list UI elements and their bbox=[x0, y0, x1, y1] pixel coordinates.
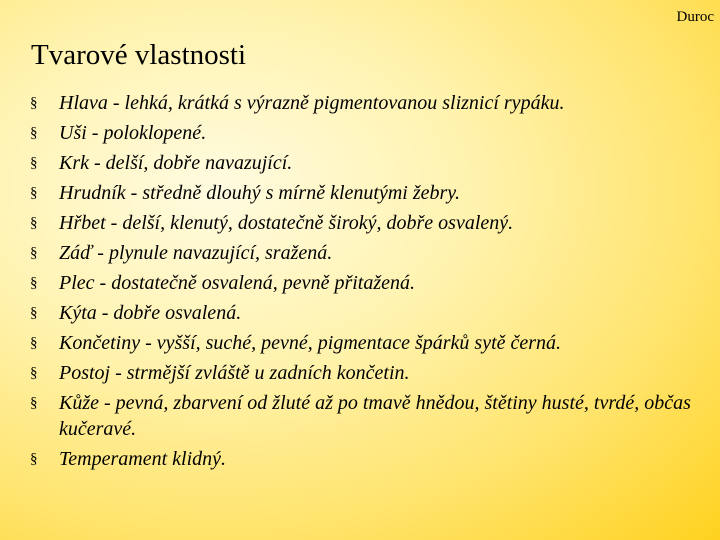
list-item bbox=[30, 270, 700, 296]
list-item-text: Kýta - dobře osvalená. bbox=[59, 302, 242, 324]
list-item-text: Hrudník - středně dlouhý s mírně klenutými žebry. bbox=[59, 182, 461, 204]
bullet-list bbox=[30, 90, 700, 476]
list-item bbox=[30, 360, 700, 386]
bullet-marker-icon: § bbox=[30, 335, 38, 351]
bullet-marker-icon: § bbox=[30, 365, 38, 381]
list-item-text: Končetiny - vyšší, suché, pevné, pigmentace špárků sytě černá. bbox=[59, 332, 562, 354]
bullet-marker-icon: § bbox=[30, 125, 38, 141]
list-item bbox=[30, 90, 700, 116]
bullet-marker-icon: § bbox=[30, 95, 38, 111]
bullet-marker-icon: § bbox=[30, 275, 38, 291]
bullet-marker-icon: § bbox=[30, 185, 38, 201]
list-item-text: Kůže - pevná, zbarvení od žluté až po tmavě hnědou, štětiny husté, tvrdé, občas kučeravé. bbox=[59, 392, 691, 440]
list-item-text: Krk - delší, dobře navazující. bbox=[59, 152, 293, 174]
bullet-marker-icon: § bbox=[30, 215, 38, 231]
slide-title: Tvarové vlastnosti bbox=[31, 39, 247, 71]
list-item-text: Hřbet - delší, klenutý, dostatečně široký, dobře osvalený. bbox=[59, 212, 514, 234]
list-item bbox=[30, 446, 700, 472]
list-item bbox=[30, 300, 700, 326]
corner-label: Duroc bbox=[676, 9, 714, 25]
bullet-marker-icon: § bbox=[30, 305, 38, 321]
list-item bbox=[30, 180, 700, 206]
list-item bbox=[30, 390, 700, 442]
list-item bbox=[30, 240, 700, 266]
list-item-text: Plec - dostatečně osvalená, pevně přitažená. bbox=[59, 272, 415, 294]
list-item-text: Záď - plynule navazující, sražená. bbox=[59, 242, 333, 264]
list-item-text: Hlava - lehká, krátká s výrazně pigmentovanou sliznicí rypáku. bbox=[59, 92, 565, 114]
list-item-text: Temperament klidný. bbox=[59, 448, 227, 470]
bullet-marker-icon: § bbox=[30, 245, 38, 261]
list-item-text: Postoj - strmější zvláště u zadních končetin. bbox=[59, 362, 410, 384]
bullet-marker-icon: § bbox=[30, 451, 38, 467]
bullet-marker-icon: § bbox=[30, 155, 38, 171]
list-item bbox=[30, 120, 700, 146]
list-item-text: Uši - poloklopené. bbox=[59, 122, 207, 144]
list-item bbox=[30, 210, 700, 236]
list-item bbox=[30, 330, 700, 356]
bullet-marker-icon: § bbox=[30, 395, 38, 411]
list-item bbox=[30, 150, 700, 176]
